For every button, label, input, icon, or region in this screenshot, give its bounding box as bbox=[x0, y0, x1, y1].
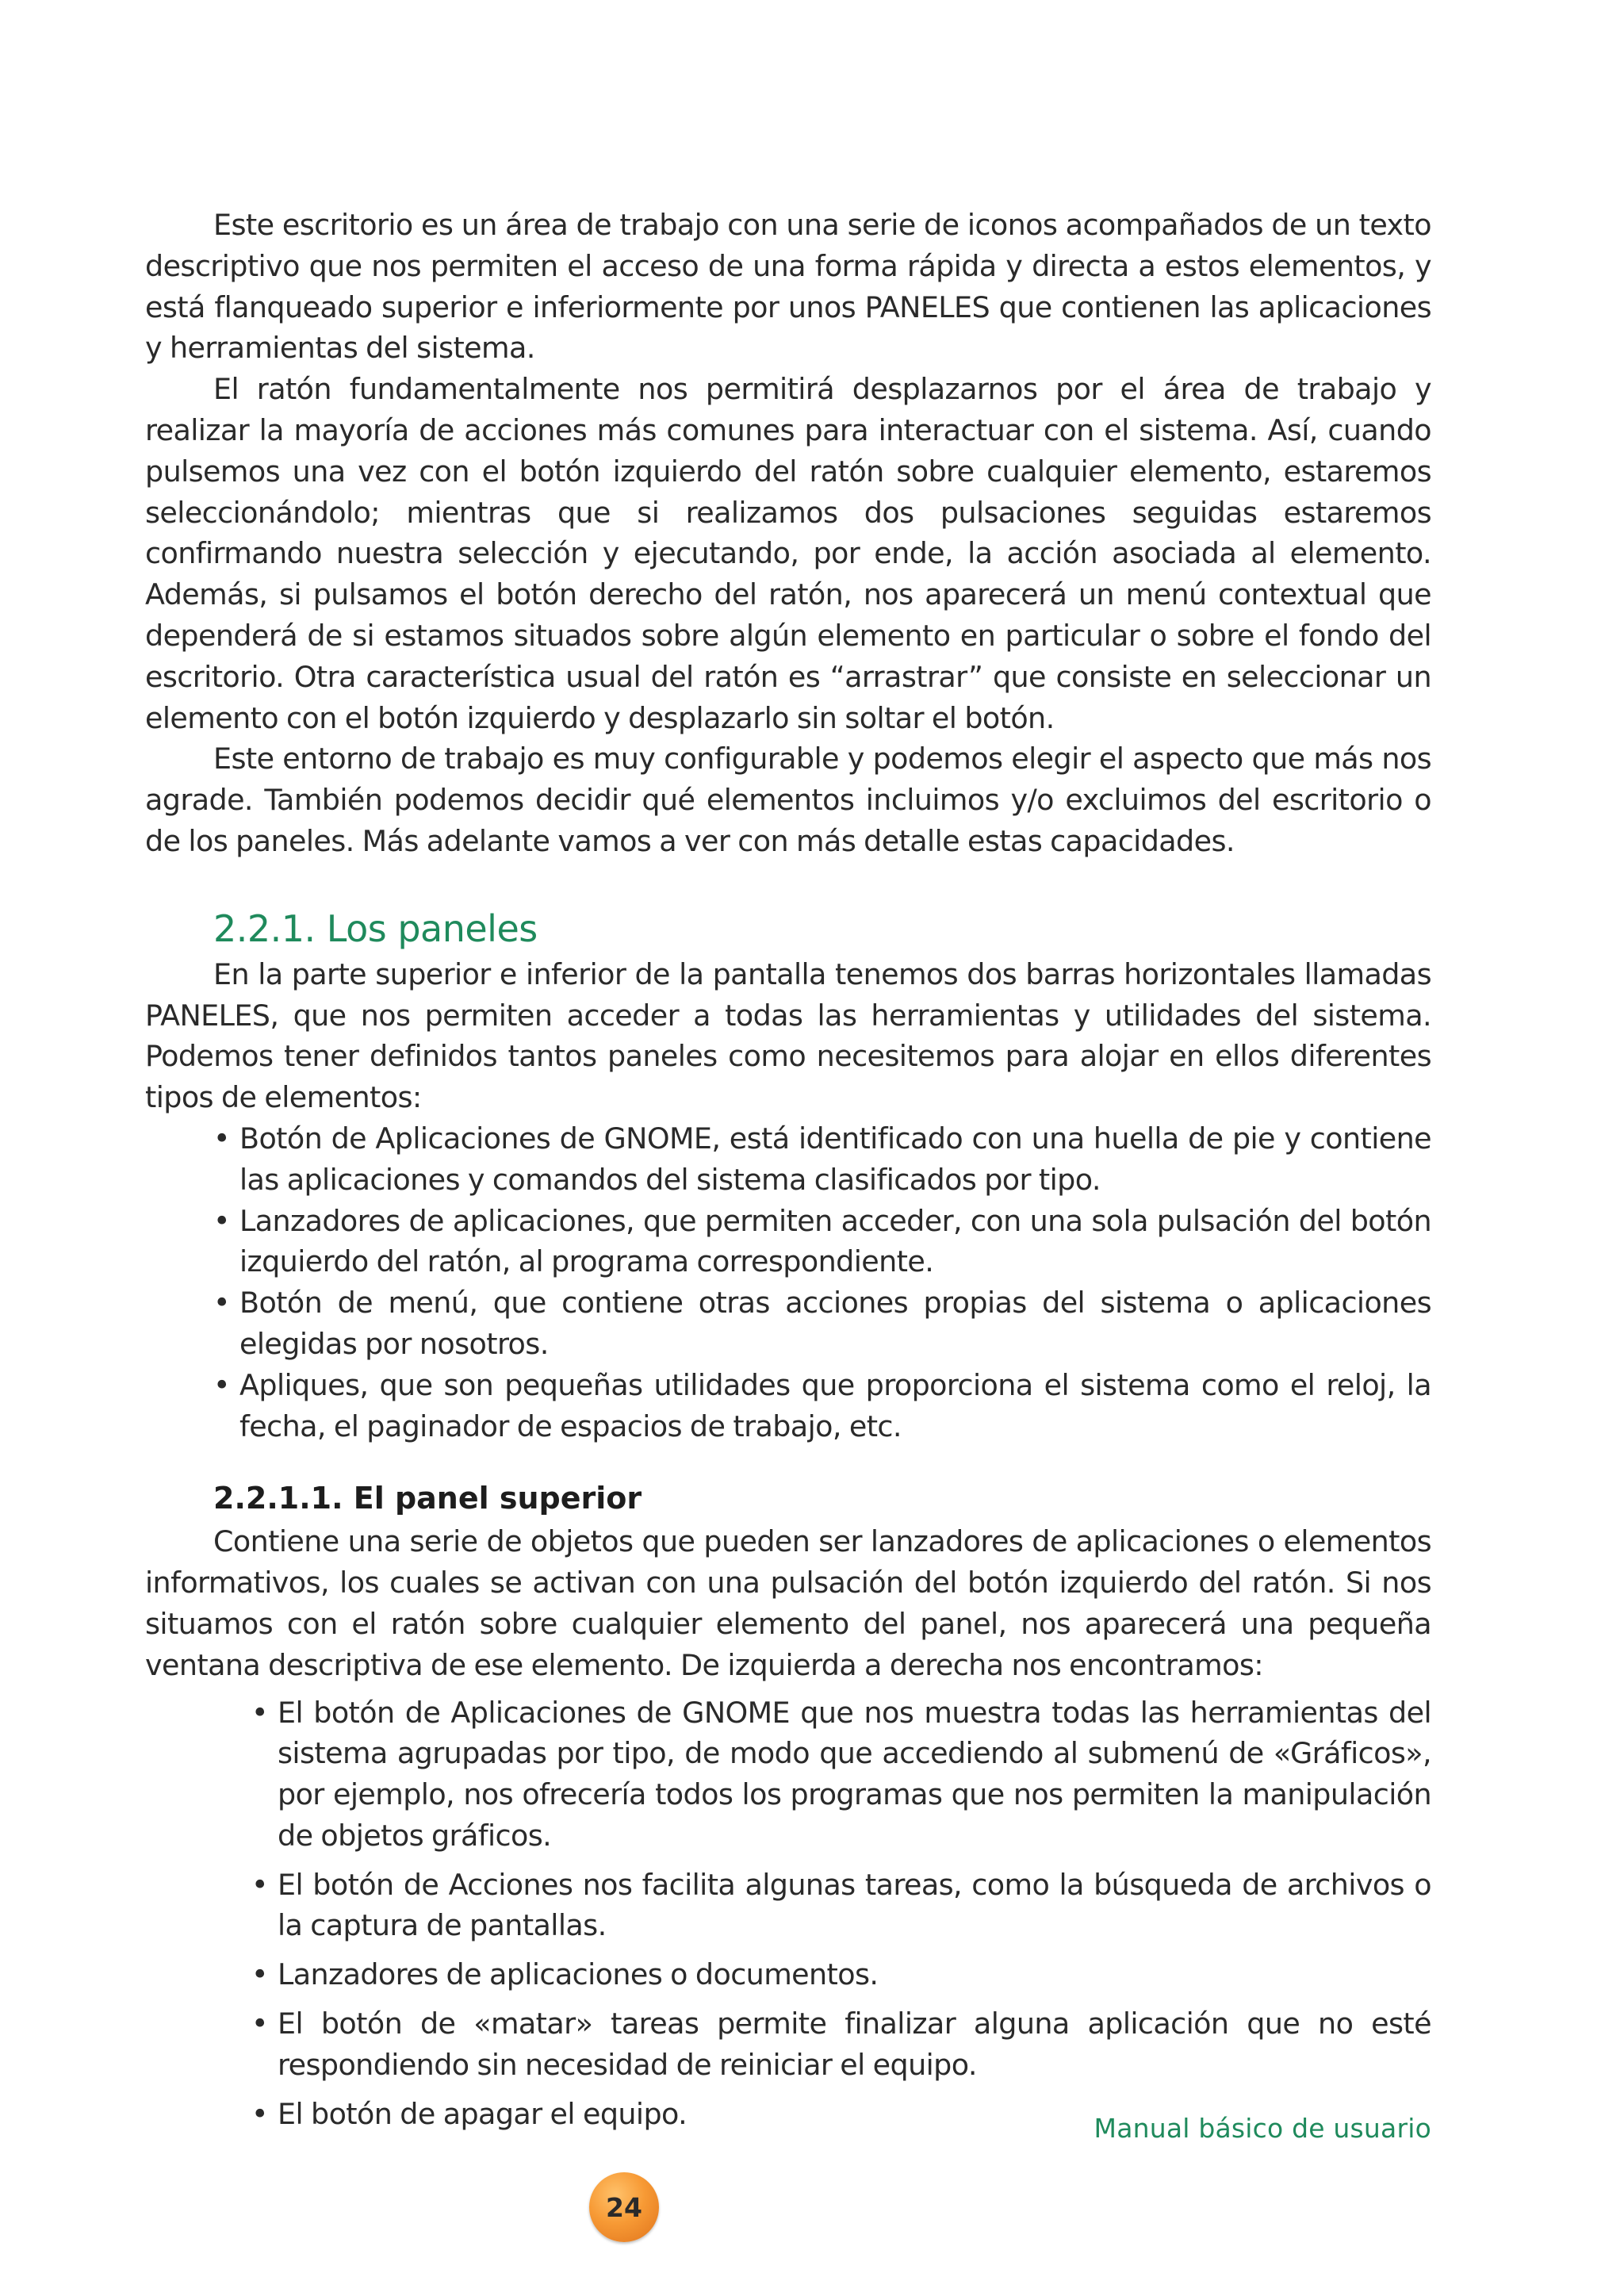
paragraph-panel-superior-intro: Contiene una serie de objetos que pueden ser lanzadores de aplicaciones o elementos informativos, los cuales se activan con una pulsación del botón izquierdo del ratón. Si nos situamos con el ratón sobre cualquier elemento del panel, nos aparecerá una pequeña ventana descriptiva de ese elemento. De izquierda a derecha nos encontramos: bbox=[145, 1524, 1431, 1682]
paragraph-raton: El ratón fundamentalmente nos permitirá desplazarnos por el área de trabajo y realizar la mayoría de acciones más comunes para interactuar con el sistema. Así, cuando pulsemos una vez con el botón izquierdo del ratón sobre cualquier elemento, estaremos seleccionándolo; mientras que si realizamos dos pulsaciones seguidas estaremos confirmando nuestra selección y ejecutando, por ende, la acción asociada al elemento. Además, si pulsamos el botón derecho del ratón, nos aparecerá un menú contextual que dependerá de si estamos situados sobre algún elemento en particular o sobre el fondo del escritorio. Otra característica usual del ratón es “arrastrar” que consiste en seleccionar un elemento con el botón izquierdo y desplazarlo sin soltar el botón. bbox=[145, 372, 1431, 735]
page-number-badge bbox=[589, 2172, 659, 2242]
panel-superior-bullet-list bbox=[145, 1692, 1431, 2135]
list-item-text: Lanzadores de aplicaciones o documentos. bbox=[278, 1957, 879, 1992]
list-item-text: El botón de Aplicaciones de GNOME que nos muestra todas las herramientas del sistema agrupadas por tipo, de modo que accediendo al submenú de «Gráficos», por ejemplo, nos ofrecería todos los programas que nos permiten la manipulación de objetos gráficos. bbox=[278, 1695, 1431, 1853]
list-item bbox=[145, 1365, 1431, 1447]
page-number: 24 bbox=[606, 2191, 642, 2223]
bullet-icon: • bbox=[251, 1957, 268, 1992]
list-item-text: El botón de Acciones nos facilita algunas tareas, como la búsqueda de archivos o la captura de pantallas. bbox=[278, 1867, 1431, 1943]
list-item bbox=[145, 2003, 1431, 2086]
bullet-icon: • bbox=[251, 1867, 268, 1902]
list-item bbox=[145, 1118, 1431, 1201]
bullet-icon: • bbox=[251, 2007, 268, 2041]
bullet-icon: • bbox=[251, 2096, 268, 2131]
list-item-text: Botón de menú, que contiene otras acciones propias del sistema o aplicaciones elegidas por nosotros. bbox=[239, 1286, 1431, 1361]
list-item bbox=[145, 1692, 1431, 1857]
subsection-heading-panel-superior: 2.2.1.1. El panel superior bbox=[213, 1481, 642, 1516]
page-body bbox=[145, 205, 1431, 2142]
list-item-text: Apliques, que son pequeñas utilidades que proporciona el sistema como el reloj, la fecha, el paginador de espacios de trabajo, etc. bbox=[239, 1367, 1431, 1443]
paragraph-entorno: Este entorno de trabajo es muy configurable y podemos elegir el aspecto que más nos agrade. También podemos decidir qué elementos incluimos y/o excluimos del escritorio o de los paneles. Más adelante vamos a ver con más detalle estas capacidades. bbox=[145, 742, 1431, 858]
bullet-icon: • bbox=[251, 1695, 268, 1730]
list-item bbox=[145, 1954, 1431, 1995]
list-item-text: Botón de Aplicaciones de GNOME, está identificado con una huella de pie y contiene las aplicaciones y comandos del sistema clasificados por tipo. bbox=[239, 1121, 1431, 1197]
list-item-text: Lanzadores de aplicaciones, que permiten acceder, con una sola pulsación del botón izquierdo del ratón, al programa correspondiente. bbox=[239, 1203, 1431, 1279]
footer-title: Manual básico de usuario bbox=[1094, 2113, 1431, 2144]
bullet-icon: • bbox=[213, 1203, 230, 1238]
bullet-icon: • bbox=[213, 1286, 230, 1320]
paneles-bullet-list bbox=[145, 1118, 1431, 1447]
list-item bbox=[145, 1201, 1431, 1283]
bullet-icon: • bbox=[213, 1121, 230, 1156]
list-item-text: El botón de apagar el equipo. bbox=[278, 2096, 688, 2131]
list-item bbox=[145, 1282, 1431, 1365]
paragraph-escritorio: Este escritorio es un área de trabajo con una serie de iconos acompañados de un texto descriptivo que nos permiten el acceso de una forma rápida y directa a estos elementos, y está flanqueado superior e inferiormente por unos PANELES que contienen las aplicaciones y herramientas del sistema. bbox=[145, 208, 1431, 366]
section-heading-paneles: 2.2.1. Los paneles bbox=[213, 907, 538, 950]
bullet-icon: • bbox=[213, 1367, 230, 1402]
list-item-text: El botón de «matar» tareas permite finalizar alguna aplicación que no esté respondiendo sin necesidad de reiniciar el equipo. bbox=[278, 2007, 1431, 2082]
paragraph-paneles-intro: En la parte superior e inferior de la pantalla tenemos dos barras horizontales llamadas PANELES, que nos permiten acceder a todas las herramientas y utilidades del sistema. Podemos tener definidos tantos paneles como necesitemos para alojar en ellos diferentes tipos de elementos: bbox=[145, 956, 1431, 1115]
list-item bbox=[145, 1865, 1431, 1947]
